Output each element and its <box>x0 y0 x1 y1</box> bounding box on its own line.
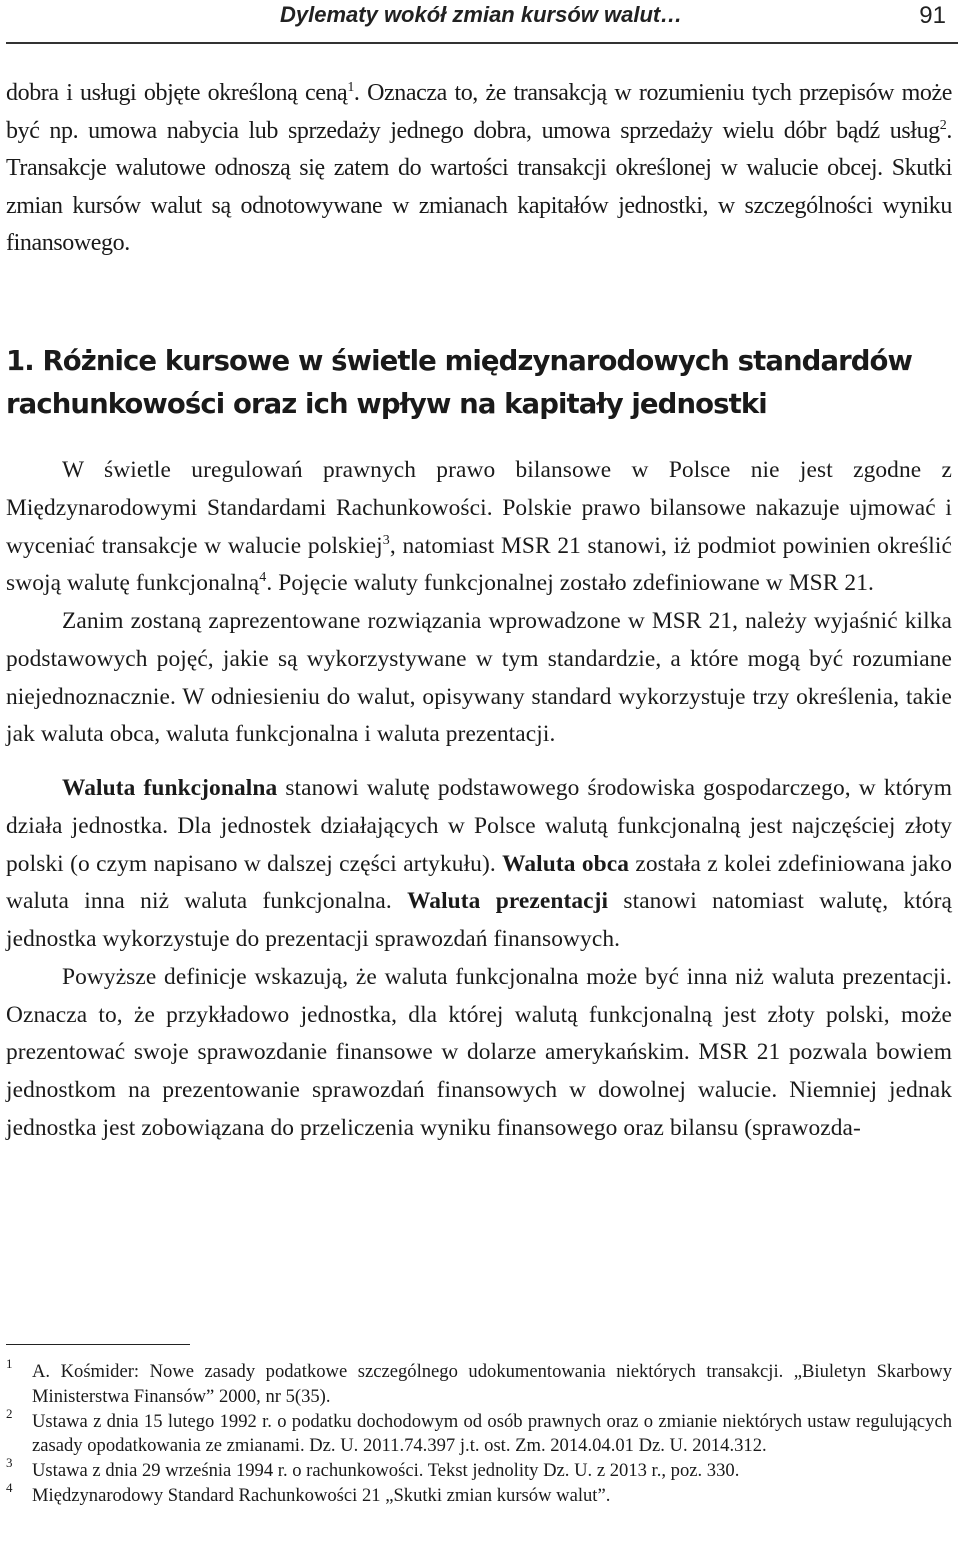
intro-text-part2: . Oznacza to, że transakcją w rozumieniu tych przepisów może być np. umowa nabycia lub sprzedaży jednego dobra, umowa sprzedaży wielu dóbr bądź usług <box>6 80 952 144</box>
paragraph-2: Zanim zostaną zaprezentowane rozwiązania wprowadzone w MSR 21, należy wyjaśnić kilka podstawowych pojęć, jakie są wykorzystywane w tym standardzie, a które mogą być rozumiane niejednoznacznie. W odniesieniu do walut, opisywany standard wykorzystuje trzy określenia, takie jak waluta obca, waluta funkcjonalna i waluta prezentacji. <box>6 608 952 748</box>
footnote-text: Międzynarodowy Standard Rachunkowości 21 „Skutki zmian kursów walut”. <box>32 1484 611 1506</box>
footnote-text: Ustawa z dnia 29 września 1994 r. o rachunkowości. Tekst jednolity Dz. U. z 2013 r., poz. 330. <box>32 1460 740 1482</box>
paragraph-3-part3: stanowi natomiast walutę, którą jednostka wykorzystuje do prezentacji sprawozdań finansowych. <box>6 888 952 952</box>
footnote-mark: 3 <box>6 1455 13 1471</box>
paragraph-3-part1: stanowi walutę podstawowego środowiska gospodarczego, w którym działa jednostka. Dla jednostek działających w Polsce walutą funkcjonalną jest najczęściej złoty polski (o czym napisano w dalszej części artykułu). <box>6 775 953 877</box>
footnote-text: A. Kośmider: Nowe zasady podatkowe szczególnego udokumentowania niektórych transakcji. „Biuletyn Skarbowy Ministerstwa Finansów” 2000, nr 5(35). <box>32 1361 952 1407</box>
paragraph-1-part2: , natomiast MSR 21 stanowi, iż podmiot powinien określić swoją walutę funkcjonalną <box>6 532 952 597</box>
footnote-mark: 4 <box>6 1479 13 1495</box>
paragraph-4: Powyższe definicje wskazują, że waluta funkcjonalna może być inna niż waluta prezentacji. Oznacza to, że przykładowo jednostka, dla której walutą funkcjonalną jest złoty polski, może prezentować swoje sprawozdanie finansowe w dolarze amerykańskim. MSR 21 pozwala bowiem jednostkom na prezentowanie sprawozdań finansowych w dowolnej walucie. Niemniej jednak jednostka jest zobowiązana do przeliczenia wyniku finansowego oraz bilansu (sprawozda- <box>6 963 952 1141</box>
paragraph-3 <box>6 770 952 959</box>
term-presentation-currency: Waluta prezentacji <box>407 888 609 915</box>
term-functional-currency: Waluta funkcjonalna <box>62 775 278 801</box>
footnote-4 <box>6 1479 952 1509</box>
body-text <box>6 452 952 1148</box>
footnote-text: Ustawa z dnia 15 lutego 1992 r. o podatku dochodowym od osób prawnych oraz o zmianie niektórych ustaw regulujących zasady opodatkowania ze zmianami. Dz. U. 2011.74.397 j.t. ost. Zm. 2014.04.01 Dz. U. 2014.312. <box>32 1410 952 1457</box>
running-header <box>0 0 960 44</box>
footnote-2 <box>6 1405 952 1460</box>
paragraph-1-part1: W świetle uregulowań prawnych prawo bilansowe w Polsce nie jest zgodne z Międzynarodowymi Standardami Rachunkowości. Polskie prawo bilansowe nakazuje ujmować i wyceniać transakcje w walucie polskiej <box>6 457 952 559</box>
header-rule <box>6 42 958 44</box>
paragraph-3-part2: została z kolei zdefiniowana jako waluta inna niż waluta funkcjonalna. <box>6 850 952 915</box>
footnotes <box>6 1356 952 1509</box>
running-title: Dylematy wokół zmian kursów walut… <box>280 2 683 27</box>
footnote-1 <box>6 1356 952 1410</box>
intro-text-part1: dobra i usługi objęte określoną ceną <box>6 80 348 106</box>
footnote-mark: 1 <box>6 1356 13 1371</box>
footnote-mark: 2 <box>6 1405 13 1421</box>
footnote-3 <box>6 1455 952 1484</box>
paragraph-1 <box>6 452 952 603</box>
footnote-ref-1[interactable]: 1 <box>347 80 354 95</box>
intro-paragraph <box>6 75 952 263</box>
intro-text-part3: . Transakcje walutowe odnoszą się zatem do wartości transakcji określonej w walucie obcej. Skutki zmian kursów walut są odnotowywane w zmianach kapitałów jednostki, w szczególności wyniku finansowego. <box>6 117 952 257</box>
page-number: 91 <box>919 2 946 29</box>
section-heading: 1. Różnice kursowe w świetle międzynarodowych standardów rachunkowości oraz ich wpływ na kapitały jednostki <box>6 345 913 420</box>
footnote-ref-3[interactable]: 3 <box>382 532 390 548</box>
footnote-separator <box>6 1344 190 1345</box>
paragraph-1-part3: . Pojęcie waluty funkcjonalnej zostało zdefiniowane w MSR 21. <box>266 570 874 597</box>
term-foreign-currency: Waluta obca <box>502 850 630 877</box>
footnote-ref-4[interactable]: 4 <box>259 570 267 586</box>
footnote-ref-2[interactable]: 2 <box>939 117 947 133</box>
